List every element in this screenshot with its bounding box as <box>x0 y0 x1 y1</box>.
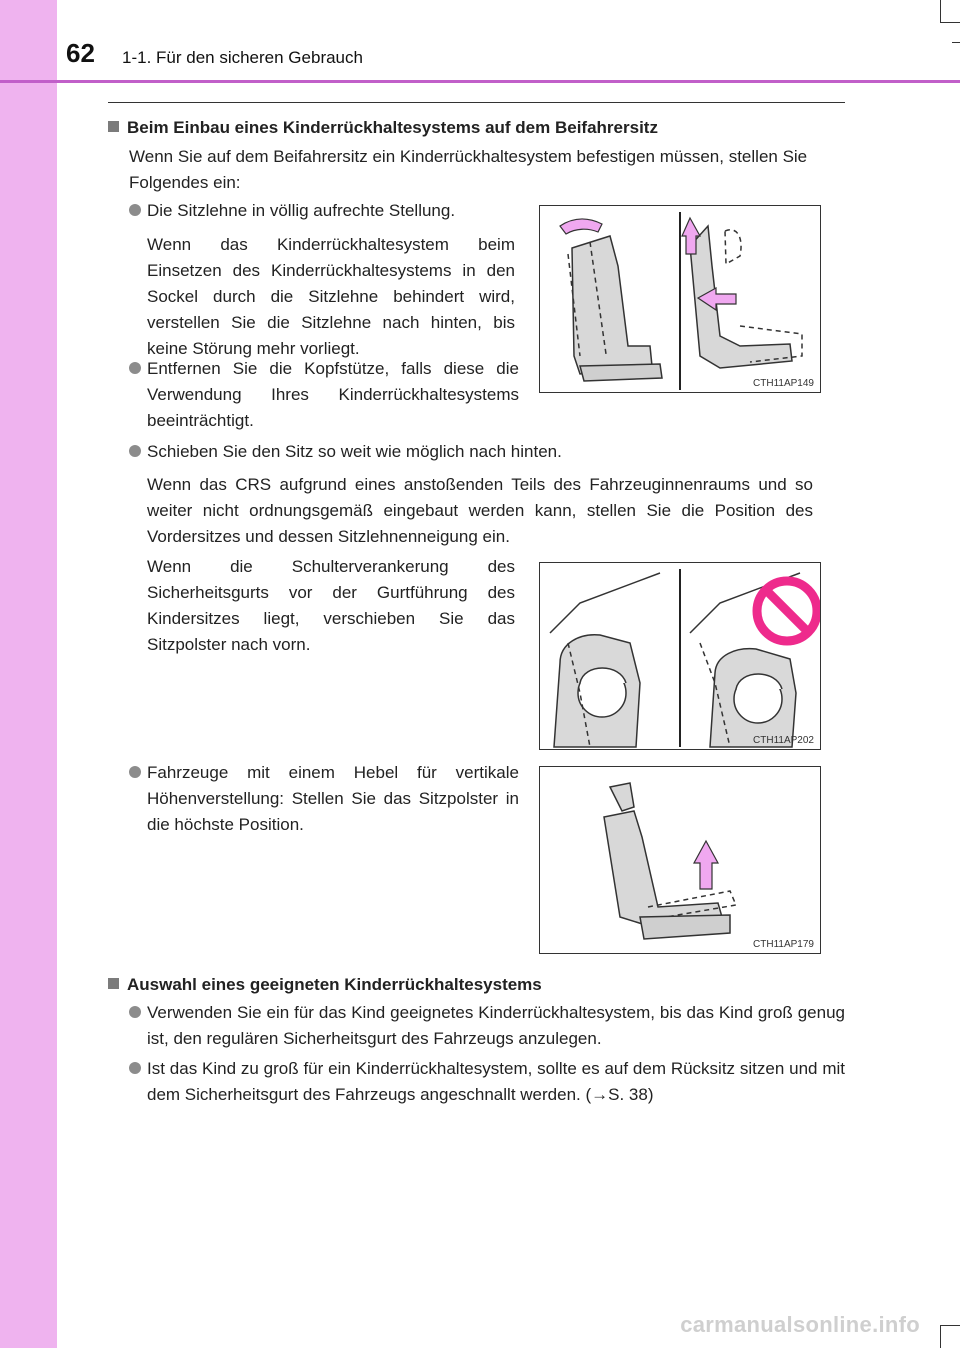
shoulder-anchor-note: Wenn die Schulterverankerung des Sicherheitsgurts vor der Gurtführung des Kindersitzes liegt, verschieben Sie das Sitzpolster nach vorn. <box>147 557 515 654</box>
section1-intro: Wenn Sie auf dem Beifahrersitz ein Kinderrückhaltesystem befestigen müssen, stellen Sie Folgendes ein: <box>129 147 808 192</box>
seat-height-illustration <box>540 767 820 953</box>
header-white-area <box>57 0 960 80</box>
chapter-sidebar <box>0 0 57 1348</box>
round-bullet-icon <box>129 204 141 216</box>
bullet-rear-seat: Ist das Kind zu groß für ein Kinderrückhaltesystem, sollte es auf dem Rücksitz sitzen und mit dem Sicherheitsgurt des Fahrzeugs angeschnallt werden. (→S. 38) <box>129 1056 845 1108</box>
round-bullet-icon <box>129 766 141 778</box>
bullet-height-lever: Fahrzeuge mit einem Hebel für vertikale Höhenverstellung: Stellen Sie das Sitzpolster in die höchste Position. <box>129 760 519 838</box>
figure-seat-height <box>539 766 821 954</box>
figure-seat-adjust <box>539 205 821 393</box>
crop-mark <box>940 22 960 23</box>
crop-mark <box>952 42 960 43</box>
section1-heading: Beim Einbau eines Kinderrückhaltesystems auf dem Beifahrersitz <box>108 115 658 141</box>
crop-mark <box>940 0 941 22</box>
figure-belt-position <box>539 562 821 750</box>
round-bullet-icon <box>129 445 141 457</box>
round-bullet-icon <box>129 362 141 374</box>
bullet-backrest: Die Sitzlehne in völlig aufrechte Stellung. <box>129 198 519 224</box>
watermark: carmanualsonline.info <box>680 1312 920 1337</box>
round-bullet-icon <box>129 1062 141 1074</box>
square-bullet-icon <box>108 121 119 132</box>
figure-code: CTH11AP202 <box>753 735 814 746</box>
bullet-headrest: Entfernen Sie die Kopfstütze, falls diese die Verwendung Ihres Kinderrückhaltesystems beeinträchtigt. <box>129 356 519 434</box>
chapter-title: 1-1. Für den sicheren Gebrauch <box>122 48 363 67</box>
bullet-seat-back: Schieben Sie den Sitz so weit wie möglich nach hinten. <box>129 439 845 465</box>
section2-heading: Auswahl eines geeigneten Kinderrückhaltesystems <box>108 972 542 998</box>
seat-back-note: Wenn das CRS aufgrund eines anstoßenden Teils des Fahrzeuginnenraums und so weiter nicht ordnungsgemäß eingebaut werden kann, stellen Sie die Position des Vordersitzes und dessen Sitzlehnenneigung ein. <box>147 475 813 546</box>
crop-mark <box>940 1325 960 1326</box>
page-number: 62 <box>66 38 95 68</box>
square-bullet-icon <box>108 978 119 989</box>
backrest-note: Wenn das Kinderrückhaltesystem beim Einsetzen des Kinderrückhaltesystems in den Sockel durch die Sitzlehne behindert wird, verstellen Sie die Sitzlehne nach hinten, bis keine Störung mehr vorliegt. <box>147 235 515 358</box>
seat-adjust-illustration <box>540 206 820 392</box>
belt-position-illustration <box>540 563 820 749</box>
crop-mark <box>940 1325 941 1348</box>
header-accent-line <box>0 80 960 83</box>
figure-code: CTH11AP179 <box>753 939 814 950</box>
round-bullet-icon <box>129 1006 141 1018</box>
figure-code: CTH11AP149 <box>753 378 814 389</box>
section-rule <box>108 102 845 103</box>
bullet-suitable-crs: Verwenden Sie ein für das Kind geeignetes Kinderrückhaltesystem, bis das Kind groß genug ist, den regulären Sicherheitsgurt des Fahrzeugs anzulegen. <box>129 1000 845 1052</box>
